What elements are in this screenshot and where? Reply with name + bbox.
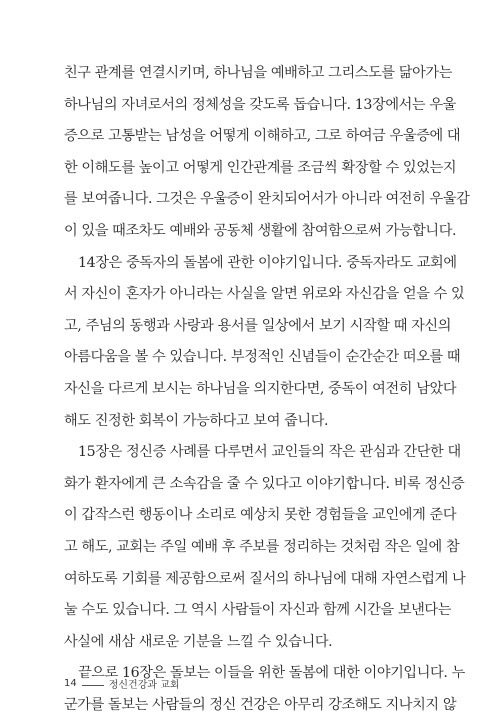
text-line: 친구 관계를 연결시키며, 하나님을 예배하고 그리스도를 닮아가는 xyxy=(64,65,453,81)
text-line: 14장은 중독자의 돌봄에 관한 이야기입니다. 중독자라도 교회에 xyxy=(78,254,457,271)
text-line: 고 해도, 교회는 주일 예배 후 주보를 정리하는 것처럼 작은 일에 참 xyxy=(64,538,460,555)
page-number: 14 xyxy=(64,677,77,689)
text-line: 증으로 고통받는 남성을 어떻게 이해하고, 그로 하여금 우울증에 대 xyxy=(64,128,461,145)
text-line: 서 자신이 혼자가 아니라는 사실을 알면 위로와 자신감을 얻을 수 있 xyxy=(64,286,465,303)
text-line: 한 이해도를 높이고 어떻게 인간관계를 조금씩 확장할 수 있었는지 xyxy=(64,159,457,176)
text-line: 화가 환자에게 큰 소속감을 줄 수 있다고 이야기합니다. 비록 정신증 xyxy=(64,475,465,492)
text-line: 끝으로 16장은 돌보는 이들을 위한 돌봄에 대한 이야기입니다. 누 xyxy=(78,665,465,682)
page-footer xyxy=(64,675,180,691)
text-line: 를 보여줍니다. 그것은 우울증이 완치되어서가 아니라 여전히 우울감 xyxy=(64,191,470,208)
text-line: 15장은 정신증 사례를 다루면서 교인들의 작은 관심과 간단한 대 xyxy=(78,444,461,461)
text-line: 이 갑작스런 행동이나 소리로 예상치 못한 경험들을 교인에게 준다 xyxy=(64,507,457,524)
footer-rule xyxy=(82,685,104,686)
body-text xyxy=(64,62,470,725)
text-line: 해도 진정한 회복이 가능하다고 보여 줍니다. xyxy=(64,412,329,429)
text-line: 이 있을 때조차도 예배와 공동체 생활에 참여함으로써 가능합니다. xyxy=(64,222,457,239)
running-title: 정신건강과 교회 xyxy=(108,679,180,691)
text-line: 하나님의 자녀로서의 정체성을 갖도록 돕습니다. 13장에서는 우울 xyxy=(64,96,456,113)
text-line: 눌 수도 있습니다. 그 역시 사람들이 자신과 함께 시간을 보낸다는 xyxy=(64,602,452,619)
text-line: 아름다움을 볼 수 있습니다. 부정적인 신념들이 순간순간 떠오를 때 xyxy=(64,349,461,366)
text-line: 자신을 다르게 보시는 하나님을 의지한다면, 중독이 여전히 남았다 xyxy=(64,380,457,397)
text-line: 여하도록 기회를 제공함으로써 질서의 하나님에 대해 자연스럽게 나 xyxy=(64,570,466,587)
text-line: 사실에 새삼 새로운 기분을 느낄 수 있습니다. xyxy=(64,633,333,650)
text-line: 고, 주님의 동행과 사랑과 용서를 일상에서 보기 시작할 때 자신의 xyxy=(64,317,452,334)
text-line: 군가를 돌보는 사람들의 정신 건강은 아무리 강조해도 지나치지 않 xyxy=(64,696,457,713)
